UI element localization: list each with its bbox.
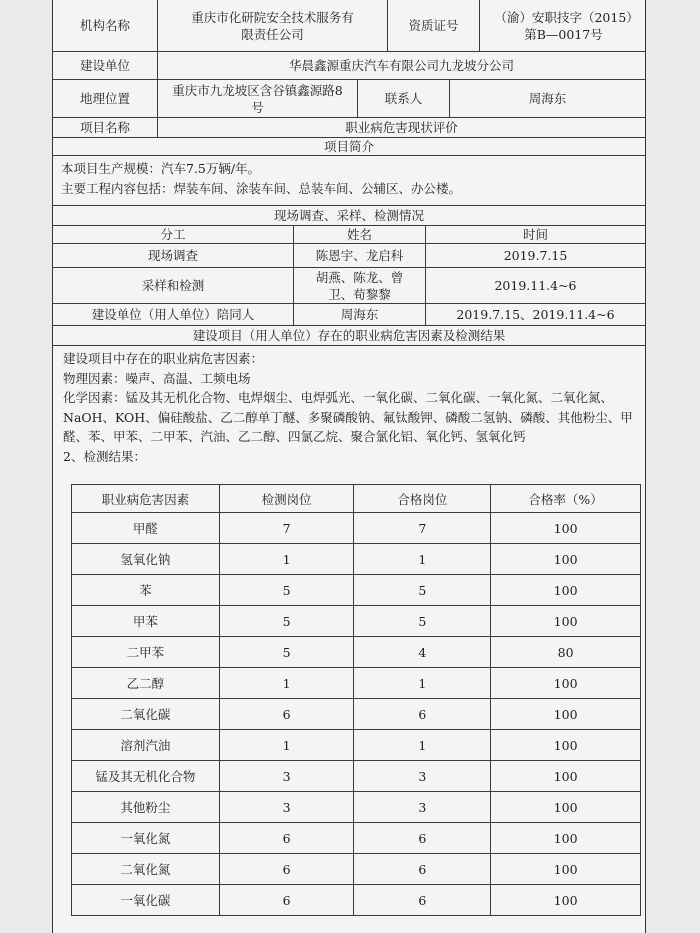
survey-title: 现场调查、采样、检测情况 <box>273 208 424 223</box>
project-label: 项目名称 <box>79 120 130 135</box>
table-row <box>72 668 641 699</box>
result-passed: 4 <box>354 637 491 668</box>
result-passed: 5 <box>354 575 491 606</box>
result-rate: 100 <box>491 606 641 637</box>
survey-time: 2019.7.15、2019.11.4~6 <box>425 304 645 325</box>
result-factor: 一氧化碳 <box>72 885 220 916</box>
results-col-passed: 合格岗位 <box>354 485 491 513</box>
survey-row <box>53 244 645 268</box>
results-col-tested: 检测岗位 <box>219 485 354 513</box>
intro-body <box>61 159 637 198</box>
table-row <box>72 792 641 823</box>
result-tested: 1 <box>219 544 354 575</box>
result-tested: 6 <box>219 854 354 885</box>
result-rate: 100 <box>491 854 641 885</box>
result-passed: 1 <box>354 544 491 575</box>
table-row <box>72 761 641 792</box>
result-tested: 5 <box>219 637 354 668</box>
survey-names: 陈恩宇、龙启科 <box>293 244 425 267</box>
hazards-physical: 物理因素：噪声、高温、工频电场 <box>63 370 251 386</box>
result-passed: 6 <box>354 823 491 854</box>
hazards-body <box>63 349 637 466</box>
result-rate: 100 <box>491 823 641 854</box>
result-passed: 6 <box>354 699 491 730</box>
results-header-row <box>72 485 641 513</box>
result-passed: 3 <box>354 792 491 823</box>
result-rate: 100 <box>491 575 641 606</box>
table-row <box>72 730 641 761</box>
result-tested: 7 <box>219 513 354 544</box>
project-row <box>53 118 645 138</box>
survey-row <box>53 268 645 304</box>
survey-division: 采样和检测 <box>141 278 205 293</box>
result-factor: 氢氧化钠 <box>72 544 220 575</box>
hazards-title-row <box>53 326 645 346</box>
document-sheet <box>52 0 646 933</box>
result-rate: 100 <box>491 699 641 730</box>
location-row <box>53 80 645 118</box>
hazards-intro: 建设项目中存在的职业病危害因素： <box>63 351 264 366</box>
result-passed: 6 <box>354 885 491 916</box>
result-tested: 1 <box>219 730 354 761</box>
results-table <box>71 484 641 916</box>
result-factor: 一氧化氮 <box>72 823 220 854</box>
result-tested: 1 <box>219 668 354 699</box>
result-passed: 7 <box>354 513 491 544</box>
contact-label: 联系人 <box>357 80 449 117</box>
survey-time: 2019.7.15 <box>425 244 645 267</box>
result-rate: 80 <box>491 637 641 668</box>
result-passed: 1 <box>354 730 491 761</box>
result-rate: 100 <box>491 544 641 575</box>
survey-header-row <box>53 226 645 244</box>
contact-value: 周海东 <box>449 80 645 117</box>
result-factor: 甲苯 <box>72 606 220 637</box>
intro-title: 项目简介 <box>323 139 374 154</box>
table-row <box>72 513 641 544</box>
table-row <box>72 885 641 916</box>
table-row <box>72 637 641 668</box>
survey-row <box>53 304 645 326</box>
results-col-rate: 合格率（%） <box>491 485 641 513</box>
result-rate: 100 <box>491 792 641 823</box>
survey-division: 现场调查 <box>147 248 198 263</box>
table-row <box>72 854 641 885</box>
location-label: 地理位置 <box>79 91 130 106</box>
table-row <box>72 699 641 730</box>
cert-label: 资质证号 <box>387 0 479 51</box>
result-factor: 二甲苯 <box>72 637 220 668</box>
table-row <box>72 544 641 575</box>
result-factor: 其他粉尘 <box>72 792 220 823</box>
result-rate: 100 <box>491 513 641 544</box>
survey-time: 2019.11.4~6 <box>425 268 645 303</box>
result-rate: 100 <box>491 730 641 761</box>
result-factor: 溶剂汽油 <box>72 730 220 761</box>
survey-names: 周海东 <box>293 304 425 325</box>
survey-col-name: 姓名 <box>293 226 425 243</box>
org-value: 重庆市化研院安全技术服务有限责任公司 <box>157 0 387 51</box>
intro-title-row <box>53 138 645 156</box>
hazards-title: 建设项目（用人单位）存在的职业病危害因素及检测结果 <box>192 328 506 343</box>
survey-names: 胡燕、陈龙、曾卫、荀黎黎 <box>293 268 425 303</box>
result-factor: 苯 <box>72 575 220 606</box>
result-tested: 6 <box>219 823 354 854</box>
result-tested: 5 <box>219 575 354 606</box>
result-factor: 乙二醇 <box>72 668 220 699</box>
survey-col-division: 分工 <box>160 227 186 242</box>
survey-division: 建设单位（用人单位）陪同人 <box>91 307 255 322</box>
result-passed: 5 <box>354 606 491 637</box>
result-tested: 6 <box>219 885 354 916</box>
result-rate: 100 <box>491 668 641 699</box>
builder-label: 建设单位 <box>79 58 130 73</box>
result-rate: 100 <box>491 885 641 916</box>
project-value: 职业病危害现状评价 <box>157 118 645 137</box>
hazards-chemical: 化学因素：锰及其无机化合物、电焊烟尘、电焊弧光、一氧化碳、二氧化碳、一氧化氮、二氧化氮、NaOH、KOH、偏硅酸盐、乙二醇单丁醚、多聚磷酸钠、氟钛酸钾、磷酸二氢钠、磷酸、其他粉尘、甲醛、苯、甲苯、二甲苯、汽油、乙二醇、四氯乙烷、聚合氯化铝、氧化钙、氢氧化钙 <box>63 390 633 444</box>
org-label: 机构名称 <box>79 18 130 33</box>
result-passed: 3 <box>354 761 491 792</box>
result-factor: 甲醛 <box>72 513 220 544</box>
builder-value: 华晨鑫源重庆汽车有限公司九龙坡分公司 <box>157 52 645 79</box>
result-tested: 3 <box>219 761 354 792</box>
result-tested: 6 <box>219 699 354 730</box>
location-value: 重庆市九龙坡区含谷镇鑫源路8号 <box>157 80 357 117</box>
survey-col-time: 时间 <box>425 226 645 243</box>
intro-line-1: 本项目生产规模：汽车7.5万辆/年。 <box>61 161 261 176</box>
result-passed: 1 <box>354 668 491 699</box>
result-rate: 100 <box>491 761 641 792</box>
result-factor: 二氧化碳 <box>72 699 220 730</box>
intro-body-row <box>53 156 645 206</box>
results-col-factor: 职业病危害因素 <box>72 485 220 513</box>
result-factor: 锰及其无机化合物 <box>72 761 220 792</box>
result-factor: 二氧化氮 <box>72 854 220 885</box>
intro-line-2: 主要工程内容包括：焊装车间、涂装车间、总装车间、公辅区、办公楼。 <box>61 180 462 196</box>
builder-row <box>53 52 645 80</box>
table-row <box>72 606 641 637</box>
result-passed: 6 <box>354 854 491 885</box>
result-tested: 5 <box>219 606 354 637</box>
table-row <box>72 823 641 854</box>
cert-value: （渝）安职技字（2015）第B—0017号 <box>479 0 647 51</box>
result-tested: 3 <box>219 792 354 823</box>
results-label: 2、检测结果： <box>63 448 146 464</box>
org-row <box>53 0 645 52</box>
table-row <box>72 575 641 606</box>
survey-title-row <box>53 206 645 226</box>
